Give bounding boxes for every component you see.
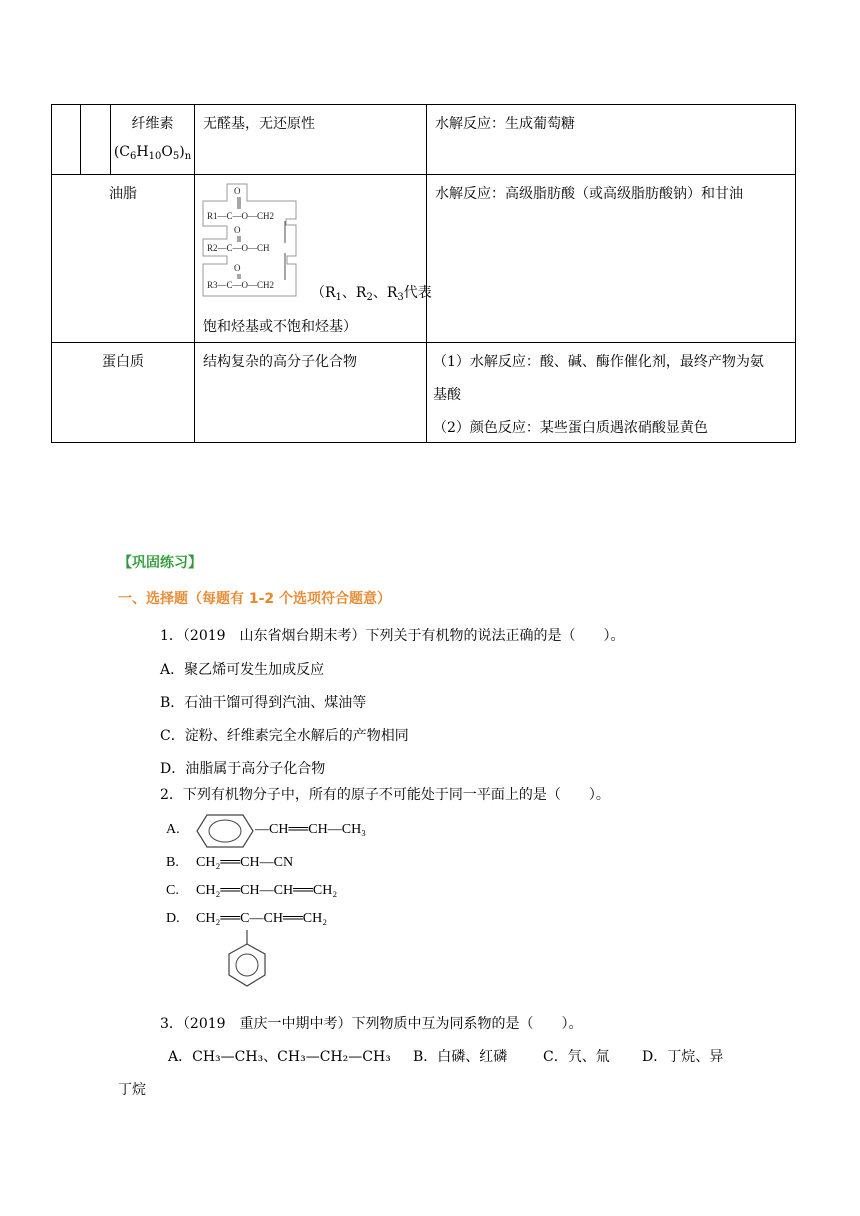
ester-line-2: R2—C—O—CH: [207, 243, 270, 253]
q3-option-d: D．丁烷、异: [642, 1049, 724, 1065]
q1-option-a: A．聚乙烯可发生加成反应: [160, 662, 325, 678]
phenyl-substituent-icon: [222, 930, 272, 990]
q1-option-b: B．石油干馏可得到汽油、煤油等: [160, 695, 367, 711]
fat-property: 水解反应：高级脂肪酸（或高级脂肪酸钠）和甘油: [435, 186, 743, 202]
cellulose-property: 水解反应：生成葡萄糖: [435, 116, 575, 132]
table-cell: [195, 343, 427, 443]
protein-property-1b: 基酸: [433, 387, 461, 403]
protein-name: 蛋白质: [102, 354, 144, 370]
q1-option-d: D．油脂属于高分子化合物: [160, 761, 326, 777]
protein-property: [427, 343, 795, 439]
table-cell: [195, 175, 432, 343]
ester-line-1: R1—C—O—CH2: [207, 211, 275, 221]
oxygen-label-2: O: [234, 225, 241, 235]
protein-property-2: （2）颜色反应：某些蛋白质遇浓硝酸显黄色: [433, 420, 708, 436]
table-cell: [52, 105, 81, 175]
table-row: [52, 175, 796, 343]
table-cell: [195, 105, 427, 175]
fat-note-line2: 饱和烃基或不饱和烃基）: [203, 319, 357, 335]
table-cell: [81, 105, 111, 175]
oxygen-label-3: O: [234, 263, 241, 273]
organic-compound-table: [51, 104, 796, 443]
fat-name: 油脂: [109, 186, 137, 202]
oxygen-label-1: O: [234, 186, 241, 196]
ester-line-3: R3—C—O—CH2: [207, 280, 275, 290]
q2-option-b-label: B.: [166, 855, 179, 870]
cellulose-formula: $(C_6H_{10}O_5)_n$: [113, 144, 192, 162]
q1-option-c: C．淀粉、纤维素完全水解后的产物相同: [160, 728, 409, 744]
table-cell: [52, 175, 195, 343]
benzene-ring-icon: [195, 813, 255, 849]
cellulose-name: 纤维素: [131, 116, 174, 132]
q2-stem: 2．下列有机物分子中，所有的原子不可能处于同一平面上的是（ ）。: [160, 787, 610, 803]
table-cell: [52, 343, 195, 443]
table-cell: [427, 105, 796, 175]
protein-structure: 结构复杂的高分子化合物: [203, 354, 357, 370]
fat-note-line1: （$R_1$、$R_2$、$R_3$代表: [311, 285, 432, 303]
protein-property-1a: （1）水解反应：酸、碱、酶作催化剂，最终产物为氨: [433, 354, 764, 370]
q3-option-c: C．氕、氚: [543, 1049, 610, 1065]
q3-option-b: B．白磷、红磷: [413, 1049, 508, 1065]
q2-option-a-label: A.: [166, 822, 180, 837]
q2-option-b-formula: CH₂══CH—CN: [196, 855, 294, 870]
q3-option-a: A．CH₃—CH₃、CH₃—CH₂—CH₃: [168, 1049, 391, 1065]
q2-option-a-formula: —CH══CH—CH₃: [255, 822, 367, 837]
table-row: [52, 105, 796, 175]
table-cell: [111, 105, 195, 175]
triglyceride-structure-diagram: [201, 181, 311, 303]
fat-structure-cell: [195, 175, 432, 341]
q3-stem: 3．（2019 重庆一中期中考）下列物质中互为同系物的是（ ）。: [160, 1016, 583, 1032]
table-cell: [427, 175, 796, 343]
q1-stem: 1．（2019 山东省烟台期末考）下列关于有机物的说法正确的是（ ）。: [160, 628, 625, 644]
table-row: [52, 343, 796, 443]
q2-option-d-formula: CH₂══C—CH══CH₂: [196, 911, 328, 926]
section-title: 【巩固练习】: [118, 555, 202, 571]
table-cell: [427, 343, 796, 443]
section-subtitle: 一、选择题（每题有 1-2 个选项符合题意）: [118, 591, 392, 607]
q2-option-c-formula: CH₂══CH—CH══CH₂: [196, 883, 338, 898]
q3-option-d-continued: 丁烷: [118, 1082, 146, 1098]
q2-option-d-label: D.: [166, 911, 180, 926]
q2-option-c-label: C.: [166, 883, 179, 898]
cellulose-structure: 无醛基，无还原性: [203, 116, 315, 132]
